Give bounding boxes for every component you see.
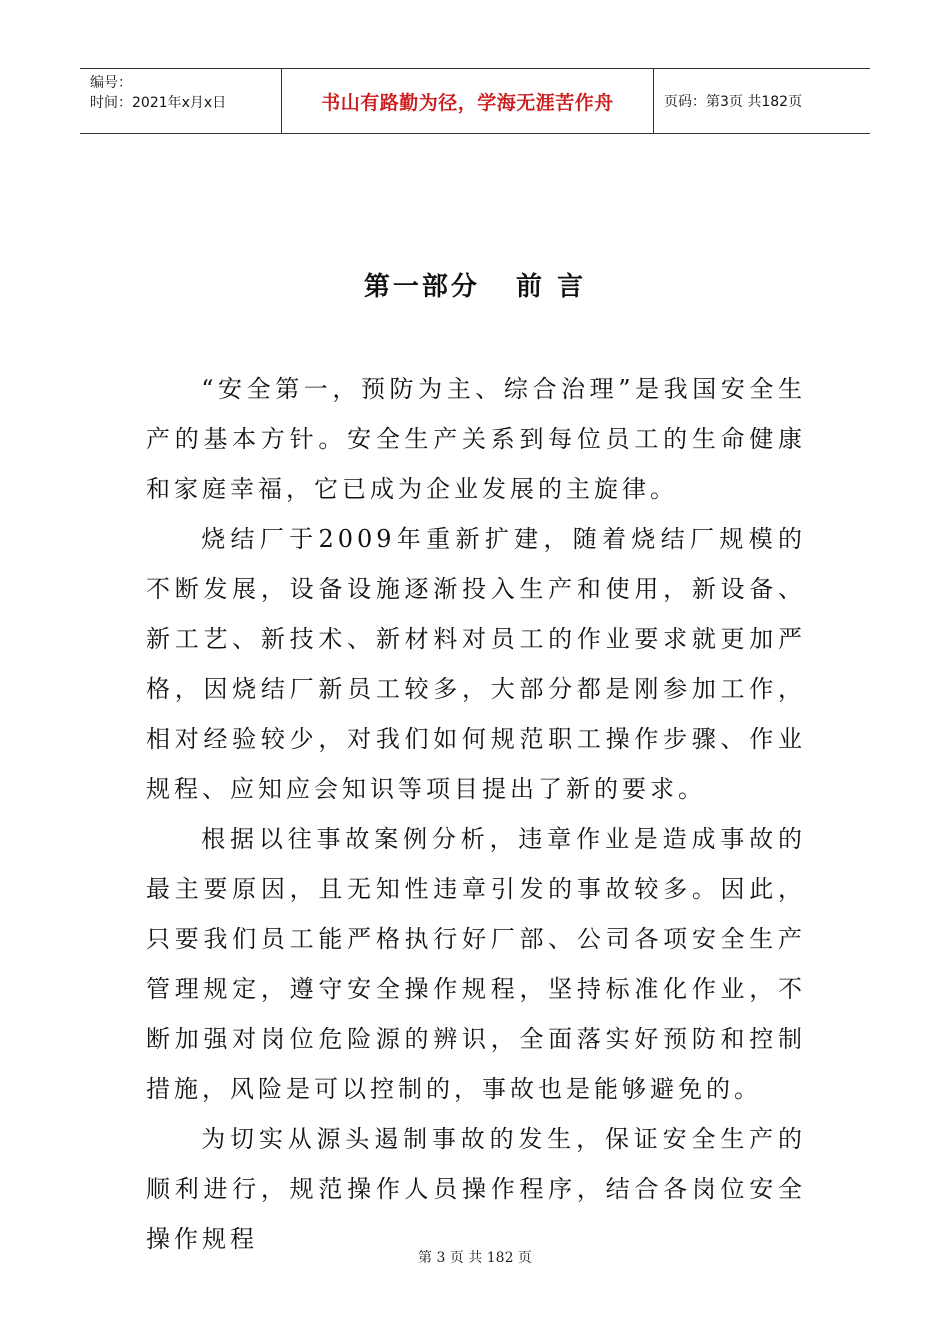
page-footer: 第 3 页 共 182 页 xyxy=(418,1250,532,1266)
paragraph: 根据以往事故案例分析，违章作业是造成事故的最主要原因，且无知性违章引发的事故较多。因此，只要我们员工能严格执行好厂部、公司各项安全生产管理规定，遵守安全操作规程，坚持标准化作业，不断加强对岗位危险源的辨识，全面落实好预防和控制措施，风险是可以控制的，事故也是能够避免的。 xyxy=(146,825,806,1103)
header-meta xyxy=(80,69,282,133)
paragraph: “安全第一，预防为主、综合治理”是我国安全生产的基本方针。安全生产关系到每位员工的生命健康和家庭幸福，它已成为企业发展的主旋律。 xyxy=(146,375,806,503)
paragraph: 为切实从源头遏制事故的发生，保证安全生产的顺利进行，规范操作人员操作程序，结合各岗位安全操作规程 xyxy=(146,1125,806,1253)
page-header xyxy=(80,68,870,134)
header-motto: 书山有路勤为径，学海无涯苦作舟 xyxy=(282,69,654,133)
paragraph: 烧结厂于2009年重新扩建，随着烧结厂规模的不断发展，设备设施逐渐投入生产和使用，新设备、新工艺、新技术、新材料对员工的作业要求就更加严格，因烧结厂新员工较多，大部分都是刚参加工作，相对经验较少，对我们如何规范职工操作步骤、作业规程、应知应会知识等项目提出了新的要求。 xyxy=(146,525,806,803)
header-page-info: 页码：第3页 共182页 xyxy=(664,94,803,110)
document-time-label: 时间：2021年x月x日 xyxy=(90,95,227,111)
section-title: 第一部分 前 言 xyxy=(363,272,587,302)
document-number-label: 编号： xyxy=(90,75,132,91)
document-body xyxy=(146,364,806,1264)
